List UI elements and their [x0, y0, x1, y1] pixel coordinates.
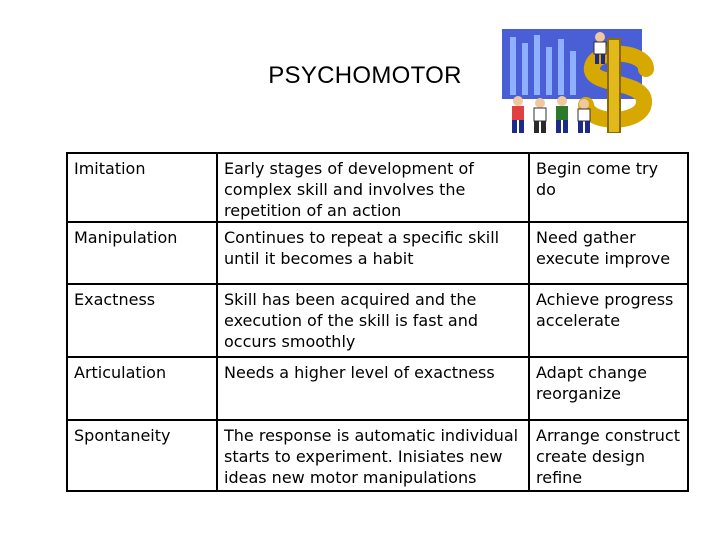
slide-title: PSYCHOMOTOR — [268, 62, 462, 89]
verbs-cell: Adapt change reorganize — [529, 357, 688, 420]
level-cell: Imitation — [67, 153, 217, 222]
psychomotor-table — [66, 152, 689, 492]
verbs-cell: Arrange construct create design refine — [529, 420, 688, 491]
description-cell: Continues to repeat a specific skill until it becomes a habit — [217, 222, 529, 284]
verbs-cell: Begin come try do — [529, 153, 688, 222]
description-cell: Needs a higher level of exactness — [217, 357, 529, 420]
level-cell: Articulation — [67, 357, 217, 420]
table-row — [67, 357, 688, 420]
table-row — [67, 420, 688, 491]
table-row — [67, 284, 688, 357]
table-row — [67, 222, 688, 284]
description-cell: Skill has been acquired and the execution of the skill is fast and occurs smoothly — [217, 284, 529, 357]
description-cell: The response is automatic individual starts to experiment. Inisiates new ideas new motor manipulations — [217, 420, 529, 491]
level-cell: Exactness — [67, 284, 217, 357]
table-row — [67, 153, 688, 222]
verbs-cell: Achieve progress accelerate — [529, 284, 688, 357]
business-people-dollar-sign-icon — [496, 29, 661, 133]
description-cell: Early stages of development of complex skill and involves the repetition of an action — [217, 153, 529, 222]
level-cell: Spontaneity — [67, 420, 217, 491]
level-cell: Manipulation — [67, 222, 217, 284]
verbs-cell: Need gather execute improve — [529, 222, 688, 284]
